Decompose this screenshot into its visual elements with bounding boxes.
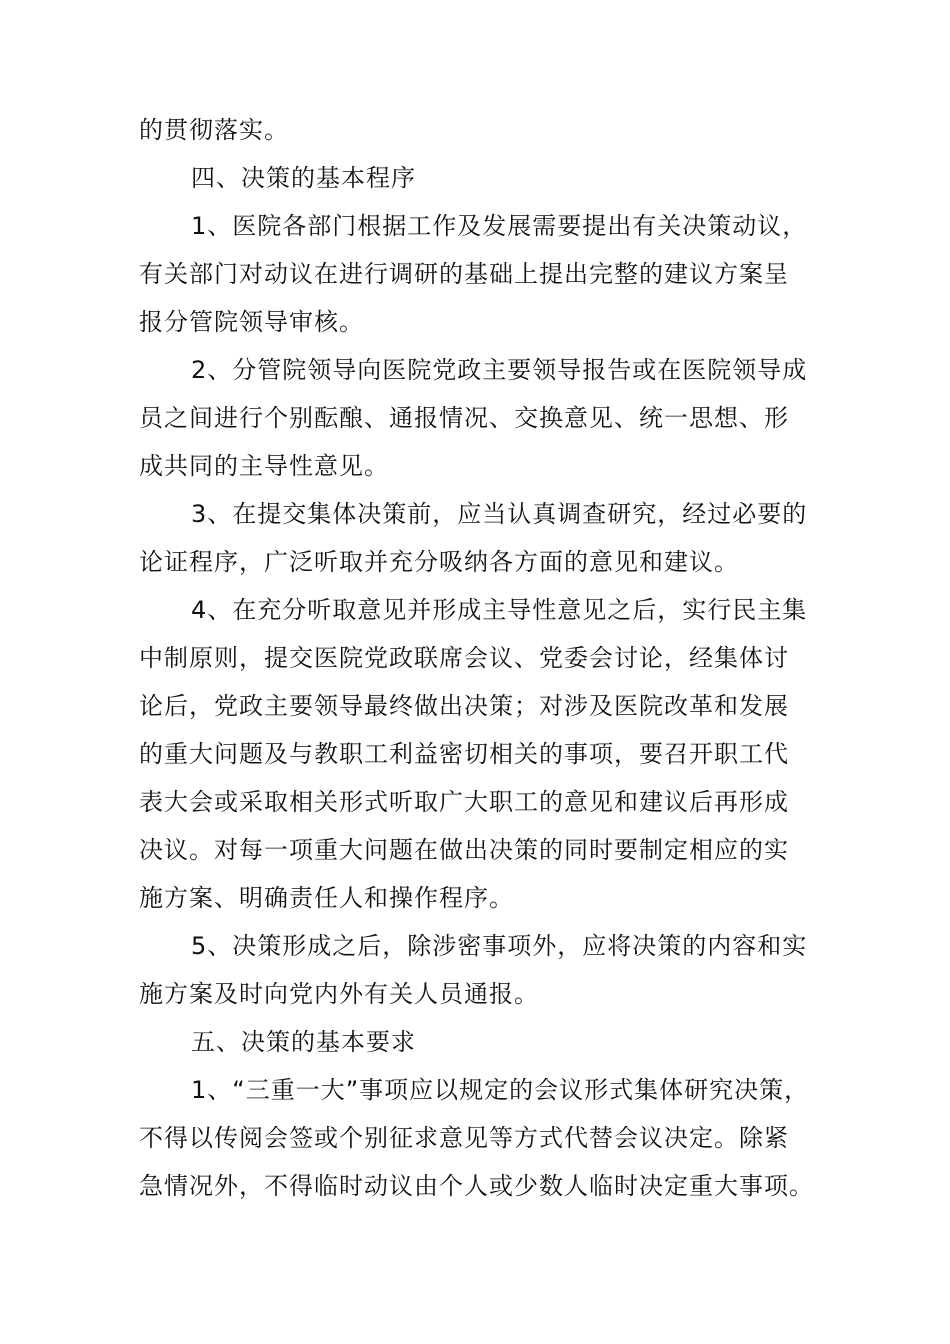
text-line: 员之间进行个别酝酿、通报情况、交换意见、统一思想、形 xyxy=(139,404,789,432)
text-line: 3、在提交集体决策前，应当认真调查研究，经过必要的 xyxy=(191,500,808,528)
text-line: 1、“三重一大”事项应以规定的会议形式集体研究决策， xyxy=(191,1076,810,1104)
text-line: 有关部门对动议在进行调研的基础上提出完整的建议方案呈 xyxy=(139,260,789,288)
text-line: 1、医院各部门根据工作及发展需要提出有关决策动议， xyxy=(191,212,808,240)
text-line: 成共同的主导性意见。 xyxy=(139,452,389,480)
text-line: 论后，党政主要领导最终做出决策；对涉及医院改革和发展 xyxy=(139,692,789,720)
text-line: 报分管院领导审核。 xyxy=(139,308,364,336)
text-line: 中制原则，提交医院党政联席会议、党委会讨论，经集体讨 xyxy=(139,644,789,672)
section-heading: 五、决策的基本要求 xyxy=(191,1028,416,1056)
text-line: 论证程序，广泛听取并充分吸纳各方面的意见和建议。 xyxy=(139,548,739,576)
text-line: 决议。对每一项重大问题在做出决策的同时要制定相应的实 xyxy=(139,836,789,864)
text-line: 5、决策形成之后，除涉密事项外，应将决策的内容和实 xyxy=(191,932,808,960)
text-line: 4、在充分听取意见并形成主导性意见之后，实行民主集 xyxy=(191,596,808,624)
text-line: 表大会或采取相关形式听取广大职工的意见和建议后再形成 xyxy=(139,788,789,816)
section-heading: 四、决策的基本程序 xyxy=(191,164,416,192)
document-body xyxy=(139,106,829,1210)
text-line: 2、分管院领导向医院党政主要领导报告或在医院领导成 xyxy=(191,356,808,384)
text-line: 施方案及时向党内外有关人员通报。 xyxy=(139,980,539,1008)
text-line: 的贯彻落实。 xyxy=(139,116,289,144)
text-line: 施方案、明确责任人和操作程序。 xyxy=(139,884,514,912)
text-line: 急情况外，不得临时动议由个人或少数人临时决定重大事项。 xyxy=(139,1172,814,1200)
text-line: 的重大问题及与教职工利益密切相关的事项，要召开职工代 xyxy=(139,740,789,768)
text-line: 不得以传阅会签或个别征求意见等方式代替会议决定。除紧 xyxy=(139,1124,789,1152)
